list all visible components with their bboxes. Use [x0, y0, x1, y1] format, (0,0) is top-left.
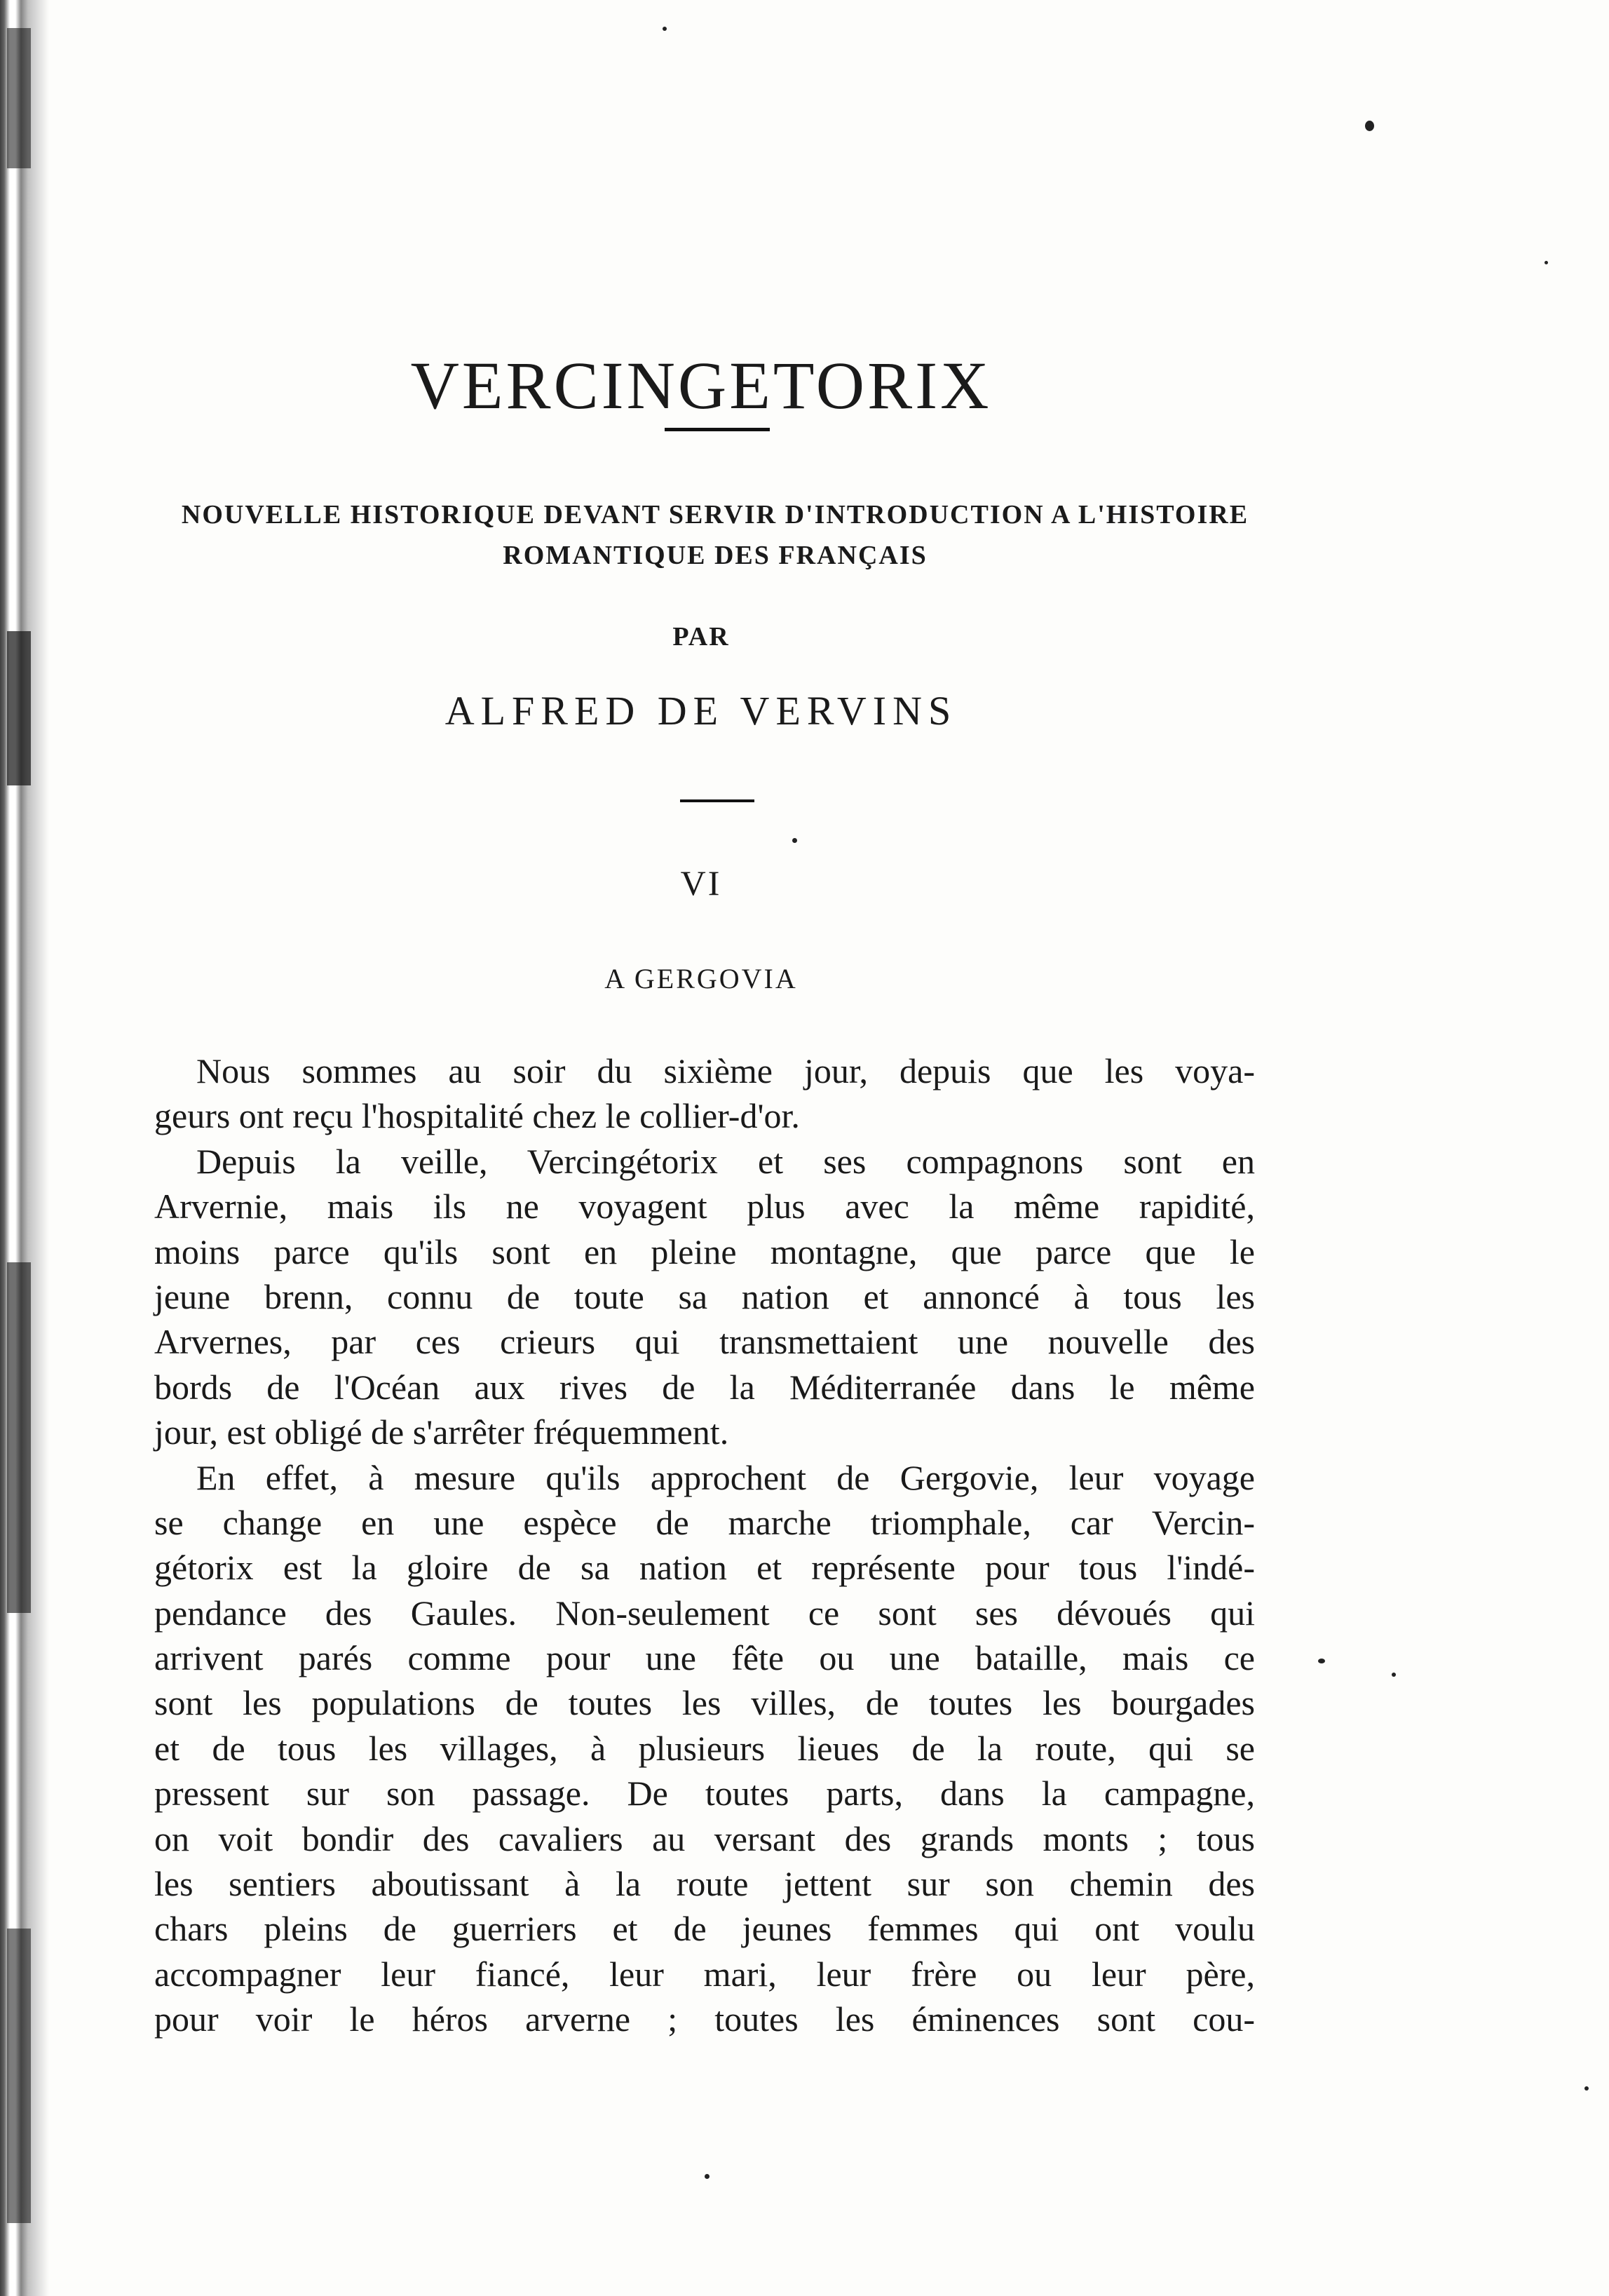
title-rule	[665, 428, 770, 431]
subtitle-line-1: NOUVELLE HISTORIQUE DEVANT SERVIR D'INTRODUCTION A L'HISTOIRE	[181, 500, 1249, 529]
text-line: jour, est obligé de s'arrêter fréquemment.	[154, 1412, 729, 1452]
text-line: se change en une espèce de marche triomphale, car Vercin-	[154, 1502, 1255, 1542]
text-line: on voit bondir des cavaliers au versant des grands monts ; tous	[154, 1818, 1255, 1858]
ink-speck	[1584, 2086, 1589, 2091]
text-line: pressent sur son passage. De toutes parts, dans la campagne,	[154, 1774, 1255, 1814]
ink-speck	[1544, 261, 1548, 264]
text-line: Depuis la veille, Vercingétorix et ses compagnons sont en	[196, 1141, 1255, 1181]
text-line: moins parce qu'ils sont en pleine montagne, que parce que le	[154, 1231, 1255, 1271]
by-line: PAR	[672, 622, 730, 651]
text-line: sont les populations de toutes les villes, de toutes les bourgades	[154, 1683, 1255, 1723]
ink-speck	[705, 2174, 710, 2179]
text-line: Arvernie, mais ils ne voyagent plus avec la même rapidité,	[154, 1187, 1255, 1227]
body-text	[154, 1048, 1255, 2042]
text-line: pour voir le héros arverne ; toutes les éminences sont cou-	[154, 1999, 1255, 2039]
text-line: bords de l'Océan aux rives de la Méditerranée dans le même	[154, 1367, 1255, 1407]
text-line: accompagner leur fiancé, leur mari, leur frère ou leur père,	[154, 1954, 1255, 1994]
text-line: Nous sommes au soir du sixième jour, depuis que les voya-	[196, 1051, 1255, 1090]
text-line: arrivent parés comme pour une fête ou une bataille, mais ce	[154, 1638, 1255, 1678]
ink-speck	[792, 838, 797, 843]
ink-speck	[1392, 1673, 1396, 1677]
ink-speck	[1318, 1659, 1325, 1663]
text-line: pendance des Gaules. Non-seulement ce sont ses dévoués qui	[154, 1593, 1255, 1633]
author-name: ALFRED DE VERVINS	[444, 688, 958, 734]
chapter-number: VI	[680, 863, 722, 903]
text-line: Arvernes, par ces crieurs qui transmettaient une nouvelle des	[154, 1322, 1255, 1362]
binding-shadow	[7, 1929, 31, 2223]
chapter-title: A GERGOVIA	[604, 963, 798, 994]
text-line: gétorix est la gloire de sa nation et représente pour tous l'indé-	[154, 1548, 1255, 1588]
binding-shadow	[7, 1262, 31, 1613]
text-line: et de tous les villages, à plusieurs lieues de la route, qui se	[154, 1728, 1255, 1768]
subtitle	[161, 494, 1269, 576]
text-line: jeune brenn, connu de toute sa nation et annoncé à tous les	[154, 1276, 1255, 1316]
author-rule	[680, 799, 754, 802]
subtitle-line-2: ROMANTIQUE DES FRANÇAIS	[503, 541, 928, 570]
page-title: VERCINGETORIX	[410, 348, 992, 424]
binding-shadow	[7, 28, 31, 168]
ink-speck	[663, 27, 667, 31]
text-line: En effet, à mesure qu'ils approchent de Gergovie, leur voyage	[196, 1457, 1255, 1497]
text-line: chars pleins de guerriers et de jeunes femmes qui ont voulu	[154, 1909, 1255, 1949]
text-line: les sentiers aboutissant à la route jettent sur son chemin des	[154, 1864, 1255, 1904]
ink-speck	[1365, 121, 1374, 131]
text-line: geurs ont reçu l'hospitalité chez le collier-d'or.	[154, 1096, 800, 1136]
